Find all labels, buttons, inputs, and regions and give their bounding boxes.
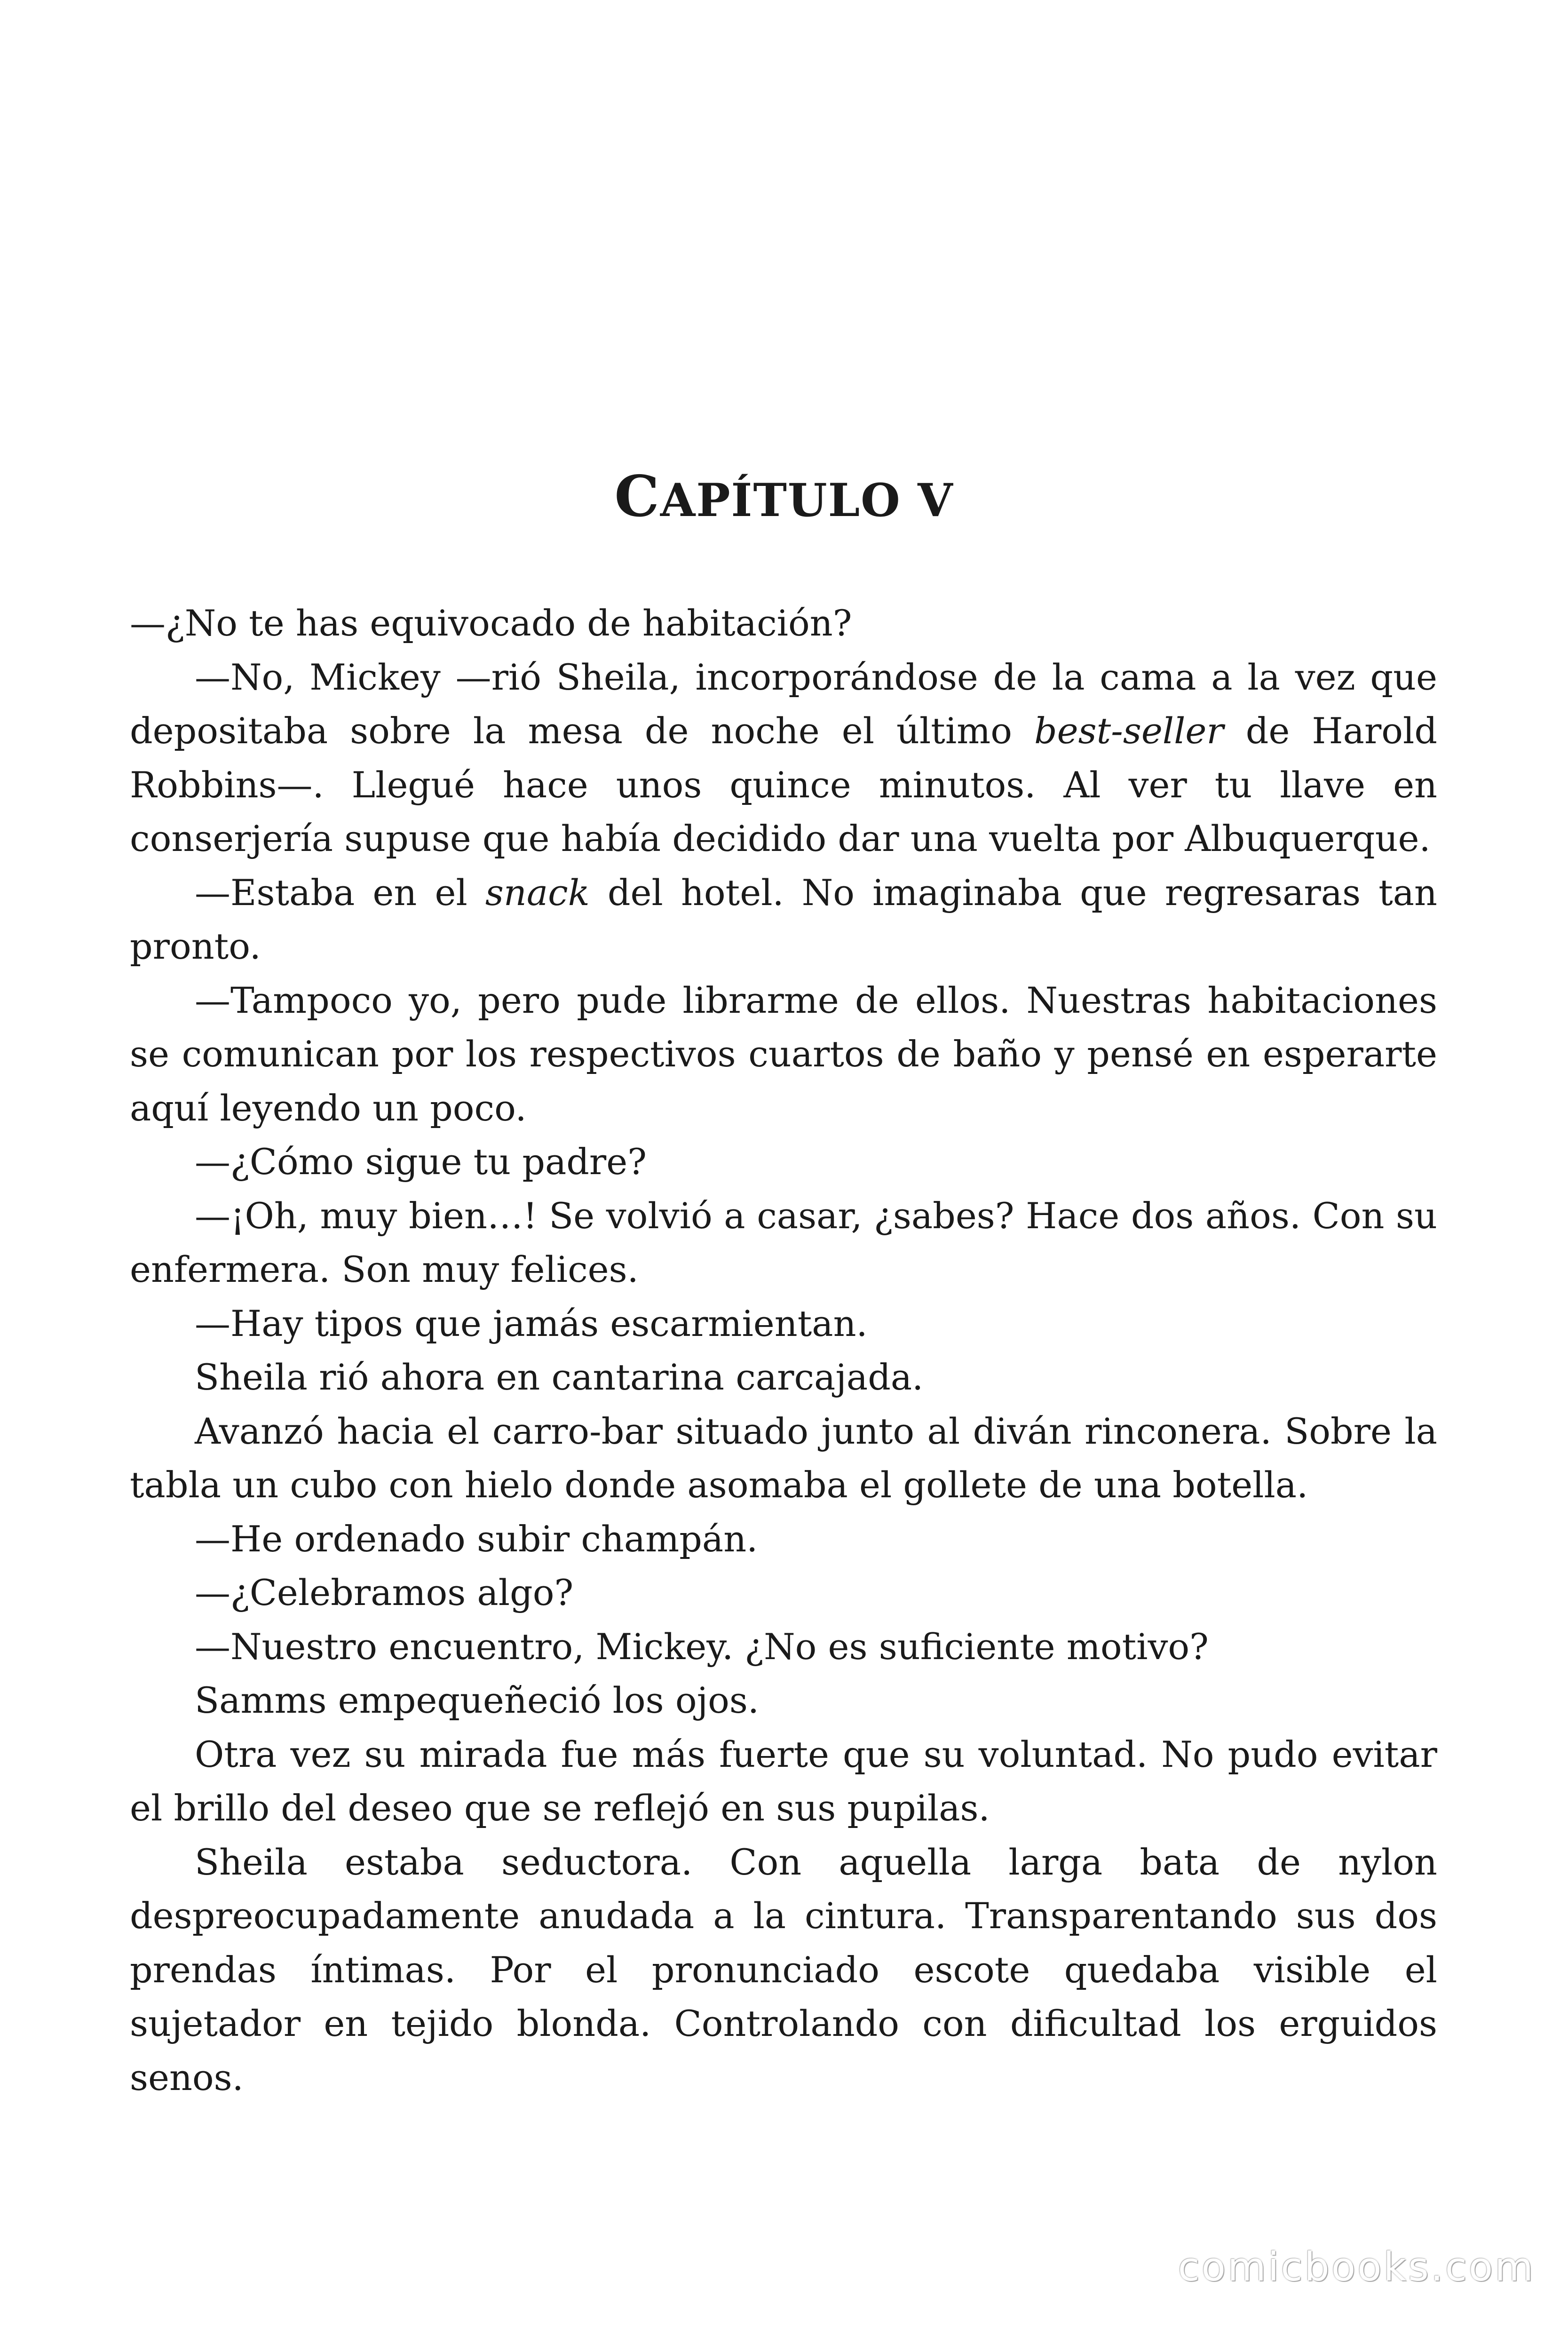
paragraph-13: Samms empequeñeció los ojos. (195, 1679, 760, 1721)
paragraph-3 (130, 866, 1437, 974)
paragraph-2-italic: best-seller (1034, 710, 1224, 752)
paragraph-7: —Hay tipos que jamás escarmientan. (195, 1302, 868, 1344)
paragraph-4: —Tampoco yo, pero pude librarme de ellos. Nuestras habitaciones se comunican por los respectivos cuartos de baño y pensé en esperarte aquí leyendo un poco. (130, 979, 1437, 1129)
chapter-body (130, 596, 1437, 2105)
chapter-title-initial: C (614, 463, 660, 530)
paragraph-3-part-1: —Estaba en el (195, 871, 485, 914)
paragraph-11: —¿Celebramos algo? (195, 1572, 574, 1613)
paragraph-14: Otra vez su mirada fue más fuerte que su voluntad. No pudo evitar el brillo del deseo que se reflejó en sus pupilas. (130, 1733, 1437, 1829)
paragraph-10: —He ordenado subir champán. (195, 1518, 758, 1560)
paragraph-8: Sheila rió ahora en cantarina carcajada. (195, 1356, 924, 1398)
paragraph-1: —¿No te has equivocado de habitación? (130, 602, 852, 644)
chapter-title (0, 463, 1568, 530)
paragraph-3-italic: snack (485, 871, 590, 914)
paragraph-2-part-1: —No, Mickey —rió Sheila, incorporándose de la cama a la vez que depositaba sobre la mesa de noche el último (130, 656, 1437, 752)
paragraph-5: —¿Cómo sigue tu padre? (195, 1141, 647, 1183)
paragraph-12: —Nuestro encuentro, Mickey. ¿No es suficiente motivo? (195, 1625, 1209, 1668)
paragraph-6: —¡Oh, muy bien…! Se volvió a casar, ¿sabes? Hace dos años. Con su enfermera. Son muy felices. (130, 1194, 1437, 1290)
paragraph-2 (130, 651, 1437, 866)
watermark-logo: comicbooks.com (1178, 2244, 1535, 2290)
paragraph-3-part-2: del hotel. No imaginaba que regresaras tan pronto. (130, 871, 1437, 967)
chapter-title-rest: APÍTULO V (660, 474, 954, 527)
paragraph-15: Sheila estaba seductora. Con aquella larga bata de nylon despreocupadamente anudada a la cintura. Transparentando sus dos prendas íntimas. Por el pronunciado escote quedaba visible el sujetador en tejido blonda. Controlando con dificultad los erguidos senos. (130, 1841, 1437, 2098)
paragraph-9: Avanzó hacia el carro-bar situado junto al diván rinconera. Sobre la tabla un cubo con hielo donde asomaba el gollete de una botella. (130, 1410, 1437, 1506)
paragraph-2-part-2: de Harold Robbins—. Llegué hace unos quince minutos. Al ver tu llave en conserjería supuse que había decidido dar una vuelta por Albuquerque. (130, 710, 1437, 859)
